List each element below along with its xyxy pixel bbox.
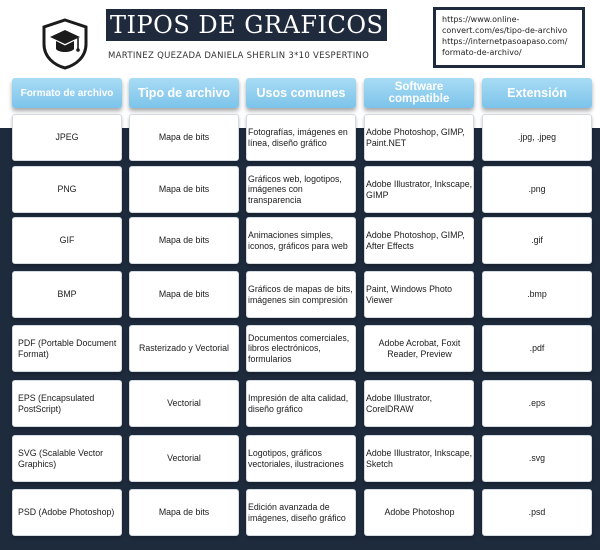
source-link[interactable]: https://www.online- — [442, 15, 520, 24]
cell-software: Adobe Illustrator, Inkscape, Sketch — [364, 435, 474, 482]
cell-software: Adobe Illustrator, Inkscape, GIMP — [364, 166, 474, 213]
column-header-extension: Extensión — [482, 78, 592, 108]
cell-extension: .bmp — [482, 271, 592, 318]
cell-uses: Fotografías, imágenes en línea, diseño gráfico — [246, 114, 356, 161]
column-header-uses: Usos comunes — [246, 78, 356, 108]
cell-type: Vectorial — [129, 435, 239, 482]
cell-extension: .jpg, .jpeg — [482, 114, 592, 161]
column-header-type: Tipo de archivo — [129, 78, 239, 108]
cell-format: PDF (Portable Document Format) — [12, 325, 122, 372]
cell-software: Paint, Windows Photo Viewer — [364, 271, 474, 318]
cell-software: Adobe Acrobat, Foxit Reader, Preview — [364, 325, 474, 372]
cell-type: Mapa de bits — [129, 166, 239, 213]
cell-uses: Edición avanzada de imágenes, diseño gráfico — [246, 489, 356, 536]
cell-format: JPEG — [12, 114, 122, 161]
cell-software: Adobe Photoshop, GIMP, Paint.NET — [364, 114, 474, 161]
cell-uses: Animaciones simples, iconos, gráficos para web — [246, 217, 356, 264]
cell-software: Adobe Photoshop — [364, 489, 474, 536]
cell-extension: .eps — [482, 380, 592, 427]
page-title: TIPOS DE GRAFICOS — [106, 9, 387, 41]
cell-extension: .psd — [482, 489, 592, 536]
cell-uses: Logotipos, gráficos vectoriales, ilustraciones — [246, 435, 356, 482]
cell-uses: Impresión de alta calidad, diseño gráfico — [246, 380, 356, 427]
cell-format: SVG (Scalable Vector Graphics) — [12, 435, 122, 482]
cell-software: Adobe Illustrator, CorelDRAW — [364, 380, 474, 427]
cell-uses: Documentos comerciales, libros electrónicos, formularios — [246, 325, 356, 372]
cell-type: Mapa de bits — [129, 489, 239, 536]
cell-format: BMP — [12, 271, 122, 318]
cell-type: Mapa de bits — [129, 271, 239, 318]
source-link[interactable]: https://internetpasoapaso.com/ — [442, 37, 568, 46]
source-link[interactable]: formato-de-archivo/ — [442, 48, 522, 57]
cell-software: Adobe Photoshop, GIMP, After Effects — [364, 217, 474, 264]
cell-extension: .svg — [482, 435, 592, 482]
cell-format: EPS (Encapsulated PostScript) — [12, 380, 122, 427]
cell-extension: .pdf — [482, 325, 592, 372]
cell-type: Rasterizado y Vectorial — [129, 325, 239, 372]
cell-extension: .gif — [482, 217, 592, 264]
source-link[interactable]: convert.com/es/tipo-de-archivo — [442, 26, 568, 35]
column-header-format: Formato de archivo — [12, 78, 122, 108]
cell-type: Vectorial — [129, 380, 239, 427]
cell-type: Mapa de bits — [129, 217, 239, 264]
cell-format: GIF — [12, 217, 122, 264]
cell-uses: Gráficos de mapas de bits, imágenes sin compresión — [246, 271, 356, 318]
cell-type: Mapa de bits — [129, 114, 239, 161]
author-line: MARTINEZ QUEZADA DANIELA SHERLIN 3*10 VESPERTINO — [108, 51, 370, 61]
cell-uses: Gráficos web, logotipos, imágenes con transparencia — [246, 166, 356, 213]
column-header-software: Software compatible — [364, 78, 474, 108]
cell-format: PSD (Adobe Photoshop) — [12, 489, 122, 536]
cell-format: PNG — [12, 166, 122, 213]
cell-extension: .png — [482, 166, 592, 213]
